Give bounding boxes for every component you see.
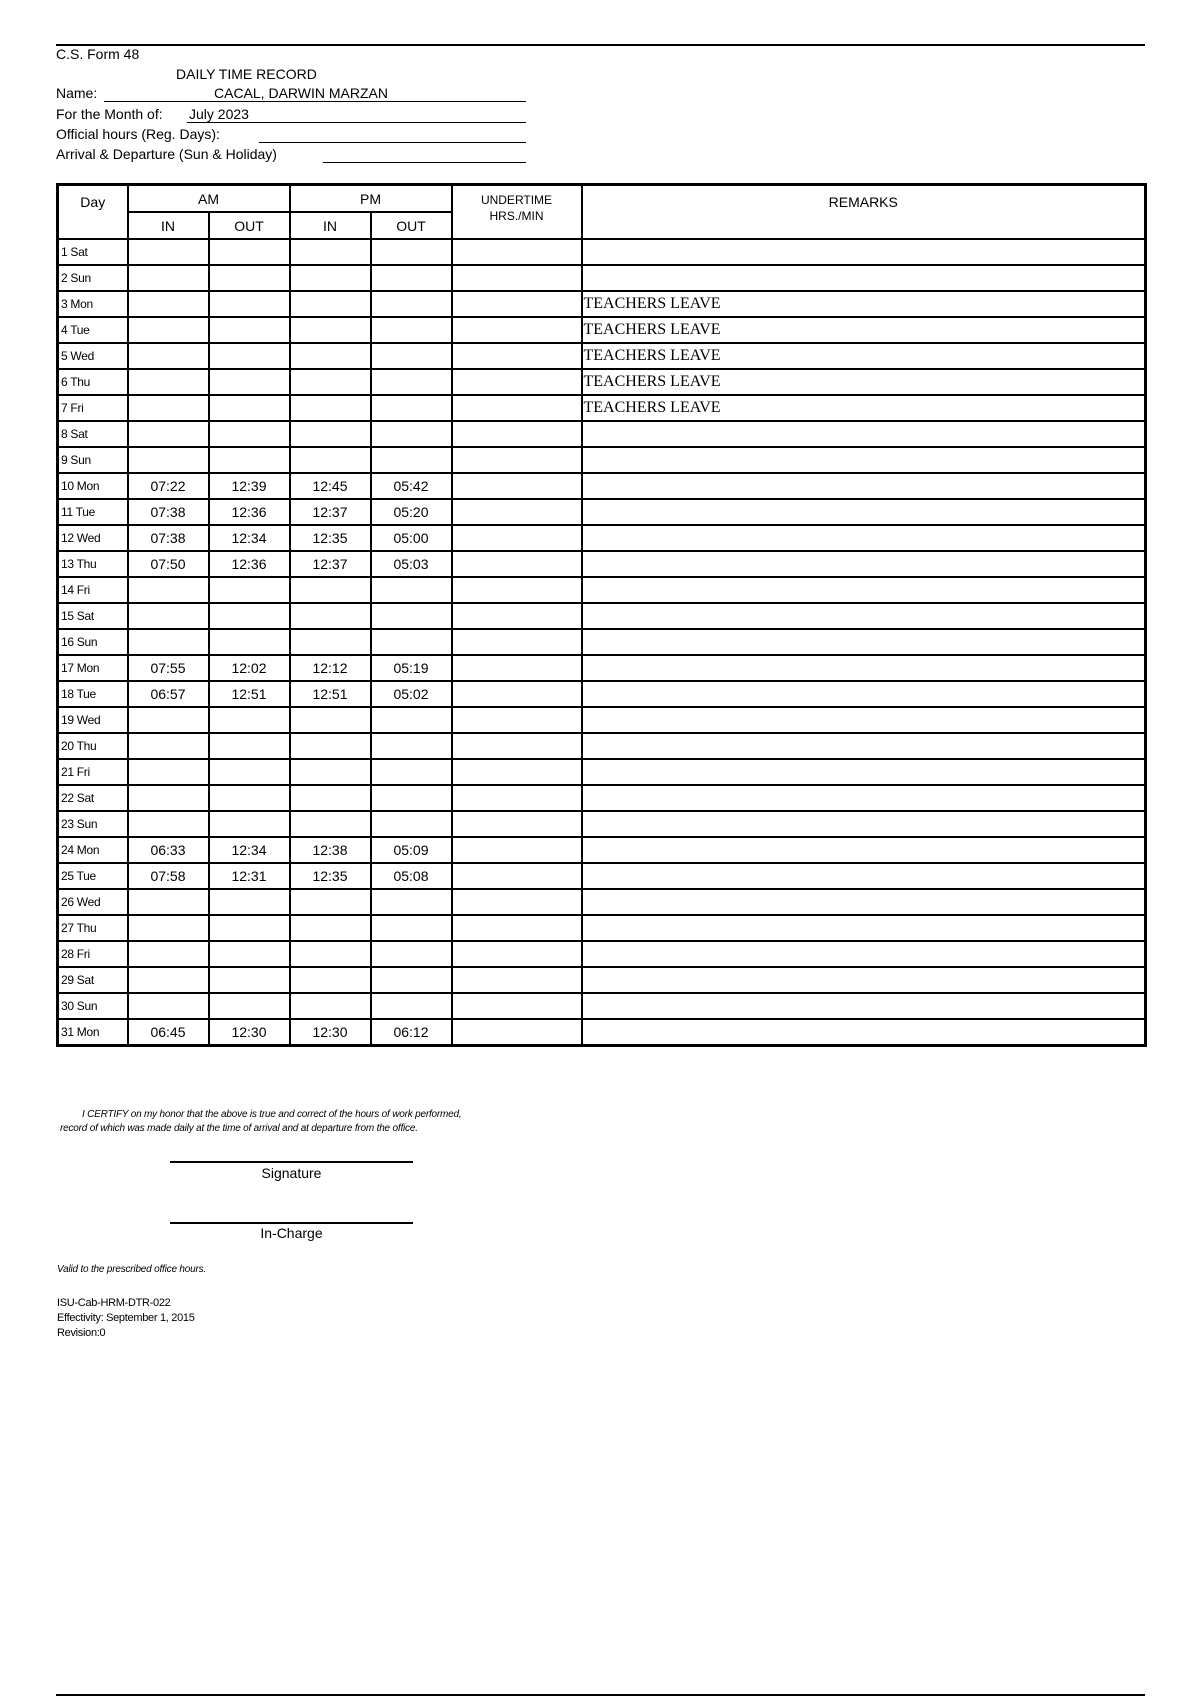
col-header-day: Day	[58, 185, 128, 240]
am-in-cell	[128, 915, 209, 941]
pm-out-cell: 05:02	[371, 681, 452, 707]
am-in-cell	[128, 421, 209, 447]
am-out-cell	[209, 317, 290, 343]
table-row	[58, 915, 1146, 941]
am-out-cell	[209, 343, 290, 369]
remarks-cell	[582, 811, 1146, 837]
am-out-cell	[209, 811, 290, 837]
remarks-cell	[582, 551, 1146, 577]
remarks-cell: TEACHERS LEAVE	[582, 291, 1146, 317]
day-cell: 7 Fri	[58, 395, 128, 421]
am-in-cell: 07:55	[128, 655, 209, 681]
am-in-cell	[128, 629, 209, 655]
undertime-cell	[452, 837, 582, 863]
am-in-cell	[128, 889, 209, 915]
undertime-cell	[452, 941, 582, 967]
day-cell: 17 Mon	[58, 655, 128, 681]
remarks-cell	[582, 421, 1146, 447]
day-cell: 30 Sun	[58, 993, 128, 1019]
certification-statement	[60, 1108, 461, 1136]
undertime-cell	[452, 967, 582, 993]
day-cell: 28 Fri	[58, 941, 128, 967]
pm-in-cell	[290, 421, 371, 447]
pm-out-cell	[371, 291, 452, 317]
table-row	[58, 369, 1146, 395]
day-cell: 8 Sat	[58, 421, 128, 447]
undertime-cell	[452, 395, 582, 421]
pm-in-cell	[290, 733, 371, 759]
remarks-cell	[582, 447, 1146, 473]
am-in-cell: 06:45	[128, 1019, 209, 1046]
pm-in-cell	[290, 577, 371, 603]
undertime-cell	[452, 239, 582, 265]
day-cell: 11 Tue	[58, 499, 128, 525]
undertime-cell	[452, 863, 582, 889]
remarks-cell: TEACHERS LEAVE	[582, 317, 1146, 343]
pm-in-cell	[290, 265, 371, 291]
undertime-cell	[452, 343, 582, 369]
remarks-cell	[582, 525, 1146, 551]
bottom-rule	[56, 1694, 1145, 1696]
am-out-cell	[209, 577, 290, 603]
pm-in-cell	[290, 369, 371, 395]
pm-in-cell	[290, 317, 371, 343]
am-in-cell	[128, 343, 209, 369]
am-in-cell	[128, 993, 209, 1019]
am-out-cell	[209, 759, 290, 785]
pm-in-cell	[290, 707, 371, 733]
col-header-remarks: REMARKS	[582, 185, 1146, 240]
undertime-cell	[452, 915, 582, 941]
am-in-cell: 07:22	[128, 473, 209, 499]
in-charge-line	[170, 1222, 413, 1224]
day-cell: 15 Sat	[58, 603, 128, 629]
day-cell: 3 Mon	[58, 291, 128, 317]
col-header-am: AM	[128, 185, 290, 213]
day-cell: 14 Fri	[58, 577, 128, 603]
table-row	[58, 759, 1146, 785]
month-underline	[187, 122, 526, 123]
remarks-cell	[582, 993, 1146, 1019]
remarks-cell	[582, 655, 1146, 681]
undertime-cell	[452, 889, 582, 915]
remarks-cell	[582, 759, 1146, 785]
pm-out-cell	[371, 889, 452, 915]
remarks-cell	[582, 707, 1146, 733]
pm-out-cell	[371, 629, 452, 655]
pm-in-cell	[290, 603, 371, 629]
undertime-cell	[452, 785, 582, 811]
document-code: ISU-Cab-HRM-DTR-022	[57, 1297, 171, 1309]
remarks-cell	[582, 629, 1146, 655]
undertime-cell	[452, 733, 582, 759]
day-cell: 23 Sun	[58, 811, 128, 837]
day-cell: 9 Sun	[58, 447, 128, 473]
day-cell: 27 Thu	[58, 915, 128, 941]
am-out-cell: 12:30	[209, 1019, 290, 1046]
am-out-cell	[209, 395, 290, 421]
day-cell: 10 Mon	[58, 473, 128, 499]
pm-out-cell	[371, 993, 452, 1019]
month-label: For the Month of:	[56, 106, 163, 122]
am-out-cell: 12:51	[209, 681, 290, 707]
pm-in-cell	[290, 239, 371, 265]
am-in-cell	[128, 577, 209, 603]
undertime-cell	[452, 681, 582, 707]
pm-in-cell	[290, 629, 371, 655]
pm-out-cell	[371, 317, 452, 343]
undertime-cell	[452, 629, 582, 655]
am-in-cell	[128, 447, 209, 473]
pm-out-cell	[371, 239, 452, 265]
am-in-cell: 06:57	[128, 681, 209, 707]
table-row	[58, 681, 1146, 707]
remarks-cell	[582, 499, 1146, 525]
undertime-cell	[452, 499, 582, 525]
certification-line1: I CERTIFY on my honor that the above is true and correct of the hours of work performed,	[82, 1109, 462, 1120]
remarks-cell	[582, 681, 1146, 707]
document-title: DAILY TIME RECORD	[176, 66, 317, 82]
name-underline	[104, 101, 526, 102]
daily-time-record-table	[56, 183, 1147, 1047]
remarks-cell	[582, 473, 1146, 499]
am-out-cell: 12:02	[209, 655, 290, 681]
pm-out-cell	[371, 447, 452, 473]
pm-out-cell: 05:00	[371, 525, 452, 551]
pm-in-cell	[290, 889, 371, 915]
pm-out-cell	[371, 343, 452, 369]
am-in-cell	[128, 317, 209, 343]
table-row	[58, 525, 1146, 551]
am-out-cell	[209, 941, 290, 967]
day-cell: 25 Tue	[58, 863, 128, 889]
day-cell: 13 Thu	[58, 551, 128, 577]
pm-in-cell	[290, 291, 371, 317]
am-out-cell	[209, 707, 290, 733]
remarks-cell	[582, 889, 1146, 915]
table-row	[58, 733, 1146, 759]
undertime-cell	[452, 291, 582, 317]
am-out-cell: 12:36	[209, 551, 290, 577]
undertime-cell	[452, 603, 582, 629]
day-cell: 4 Tue	[58, 317, 128, 343]
pm-out-cell	[371, 733, 452, 759]
pm-out-cell	[371, 265, 452, 291]
pm-out-cell	[371, 785, 452, 811]
remarks-cell: TEACHERS LEAVE	[582, 395, 1146, 421]
table-row	[58, 811, 1146, 837]
table-row	[58, 967, 1146, 993]
undertime-cell	[452, 655, 582, 681]
am-out-cell	[209, 785, 290, 811]
pm-in-cell: 12:35	[290, 863, 371, 889]
am-out-cell	[209, 265, 290, 291]
remarks-cell	[582, 603, 1146, 629]
am-out-cell	[209, 915, 290, 941]
name-label: Name:	[56, 85, 98, 101]
am-out-cell	[209, 239, 290, 265]
pm-in-cell	[290, 915, 371, 941]
am-in-cell: 07:38	[128, 525, 209, 551]
am-in-cell	[128, 239, 209, 265]
undertime-cell	[452, 1019, 582, 1046]
remarks-cell	[582, 837, 1146, 863]
table-row	[58, 993, 1146, 1019]
col-header-am-in: IN	[128, 212, 209, 239]
remarks-cell	[582, 733, 1146, 759]
table-row	[58, 447, 1146, 473]
am-in-cell: 06:33	[128, 837, 209, 863]
pm-out-cell: 05:19	[371, 655, 452, 681]
pm-in-cell: 12:51	[290, 681, 371, 707]
day-cell: 6 Thu	[58, 369, 128, 395]
table-row	[58, 785, 1146, 811]
table-row	[58, 395, 1146, 421]
undertime-cell	[452, 577, 582, 603]
undertime-cell	[452, 317, 582, 343]
pm-in-cell	[290, 811, 371, 837]
col-header-pm-in: IN	[290, 212, 371, 239]
day-cell: 22 Sat	[58, 785, 128, 811]
arrival-departure-underline	[323, 162, 526, 163]
table-body	[58, 239, 1146, 1046]
pm-out-cell: 05:20	[371, 499, 452, 525]
am-out-cell	[209, 603, 290, 629]
am-in-cell	[128, 707, 209, 733]
pm-in-cell	[290, 759, 371, 785]
am-out-cell	[209, 421, 290, 447]
table-row	[58, 473, 1146, 499]
am-in-cell	[128, 811, 209, 837]
day-cell: 20 Thu	[58, 733, 128, 759]
remarks-cell	[582, 785, 1146, 811]
am-out-cell	[209, 733, 290, 759]
pm-in-cell	[290, 785, 371, 811]
pm-out-cell: 06:12	[371, 1019, 452, 1046]
table-row	[58, 603, 1146, 629]
pm-in-cell: 12:12	[290, 655, 371, 681]
remarks-cell	[582, 915, 1146, 941]
pm-out-cell: 05:08	[371, 863, 452, 889]
table-row	[58, 707, 1146, 733]
day-cell: 24 Mon	[58, 837, 128, 863]
pm-out-cell	[371, 941, 452, 967]
valid-note: Valid to the prescribed office hours.	[57, 1264, 206, 1275]
remarks-cell	[582, 967, 1146, 993]
remarks-cell	[582, 265, 1146, 291]
day-cell: 16 Sun	[58, 629, 128, 655]
remarks-cell: TEACHERS LEAVE	[582, 369, 1146, 395]
pm-out-cell: 05:03	[371, 551, 452, 577]
undertime-cell	[452, 551, 582, 577]
pm-out-cell	[371, 967, 452, 993]
pm-out-cell	[371, 577, 452, 603]
table-row	[58, 499, 1146, 525]
pm-out-cell: 05:42	[371, 473, 452, 499]
am-in-cell	[128, 603, 209, 629]
am-in-cell: 07:38	[128, 499, 209, 525]
undertime-cell	[452, 811, 582, 837]
undertime-cell	[452, 265, 582, 291]
official-hours-underline	[259, 142, 526, 143]
effectivity-date: Effectivity: September 1, 2015	[57, 1312, 195, 1324]
remarks-cell	[582, 863, 1146, 889]
day-cell: 26 Wed	[58, 889, 128, 915]
col-header-pm-out: OUT	[371, 212, 452, 239]
table-row	[58, 291, 1146, 317]
top-rule	[56, 44, 1145, 46]
table-row	[58, 577, 1146, 603]
pm-in-cell	[290, 395, 371, 421]
employee-name: CACAL, DARWIN MARZAN	[214, 85, 388, 101]
undertime-cell	[452, 369, 582, 395]
am-out-cell: 12:31	[209, 863, 290, 889]
table-row	[58, 889, 1146, 915]
col-header-am-out: OUT	[209, 212, 290, 239]
day-cell: 12 Wed	[58, 525, 128, 551]
day-cell: 1 Sat	[58, 239, 128, 265]
am-in-cell	[128, 785, 209, 811]
pm-out-cell	[371, 395, 452, 421]
col-header-undertime	[452, 185, 582, 240]
pm-out-cell	[371, 707, 452, 733]
table-row	[58, 239, 1146, 265]
pm-in-cell: 12:38	[290, 837, 371, 863]
pm-in-cell: 12:45	[290, 473, 371, 499]
pm-in-cell: 12:37	[290, 551, 371, 577]
pm-out-cell	[371, 811, 452, 837]
am-out-cell: 12:34	[209, 837, 290, 863]
pm-in-cell	[290, 993, 371, 1019]
am-out-cell: 12:34	[209, 525, 290, 551]
pm-in-cell	[290, 941, 371, 967]
undertime-cell	[452, 421, 582, 447]
undertime-cell	[452, 525, 582, 551]
revision-number: Revision:0	[57, 1327, 106, 1339]
table-row	[58, 863, 1146, 889]
am-in-cell	[128, 395, 209, 421]
certification-line2: record of which was made daily at the time of arrival and at departure from the office.	[60, 1123, 418, 1134]
am-in-cell	[128, 265, 209, 291]
table-row	[58, 343, 1146, 369]
am-in-cell	[128, 941, 209, 967]
pm-out-cell	[371, 369, 452, 395]
pm-out-cell	[371, 421, 452, 447]
undertime-cell	[452, 707, 582, 733]
remarks-cell: TEACHERS LEAVE	[582, 343, 1146, 369]
pm-in-cell	[290, 343, 371, 369]
pm-in-cell	[290, 967, 371, 993]
pm-in-cell: 12:37	[290, 499, 371, 525]
am-in-cell: 07:58	[128, 863, 209, 889]
table-row	[58, 551, 1146, 577]
undertime-cell	[452, 473, 582, 499]
arrival-departure-label: Arrival & Departure (Sun & Holiday)	[56, 146, 277, 162]
am-out-cell	[209, 369, 290, 395]
document-footer	[57, 1296, 195, 1341]
day-cell: 18 Tue	[58, 681, 128, 707]
undertime-header-line2: HRS./MIN	[489, 209, 544, 223]
am-in-cell: 07:50	[128, 551, 209, 577]
pm-in-cell: 12:30	[290, 1019, 371, 1046]
table-row	[58, 941, 1146, 967]
undertime-cell	[452, 993, 582, 1019]
am-in-cell	[128, 967, 209, 993]
remarks-cell	[582, 577, 1146, 603]
undertime-header-line1: UNDERTIME	[480, 193, 553, 207]
day-cell: 19 Wed	[58, 707, 128, 733]
undertime-cell	[452, 447, 582, 473]
table-row	[58, 837, 1146, 863]
remarks-cell	[582, 1019, 1146, 1046]
undertime-cell	[452, 759, 582, 785]
day-cell: 31 Mon	[58, 1019, 128, 1046]
am-out-cell	[209, 993, 290, 1019]
am-out-cell	[209, 889, 290, 915]
am-in-cell	[128, 759, 209, 785]
table-row	[58, 265, 1146, 291]
pm-in-cell	[290, 447, 371, 473]
day-cell: 21 Fri	[58, 759, 128, 785]
pm-in-cell: 12:35	[290, 525, 371, 551]
am-out-cell	[209, 291, 290, 317]
pm-out-cell	[371, 915, 452, 941]
pm-out-cell: 05:09	[371, 837, 452, 863]
table-row	[58, 629, 1146, 655]
am-in-cell	[128, 291, 209, 317]
remarks-cell	[582, 941, 1146, 967]
signature-label: Signature	[261, 1165, 322, 1181]
am-in-cell	[128, 733, 209, 759]
day-cell: 2 Sun	[58, 265, 128, 291]
official-hours-label: Official hours (Reg. Days):	[56, 126, 220, 142]
remarks-cell	[582, 239, 1146, 265]
table-row	[58, 1019, 1146, 1046]
am-out-cell: 12:36	[209, 499, 290, 525]
am-in-cell	[128, 369, 209, 395]
pm-out-cell	[371, 603, 452, 629]
table-row	[58, 421, 1146, 447]
in-charge-label: In-Charge	[260, 1225, 323, 1241]
month-value: July 2023	[189, 106, 249, 122]
signature-line	[170, 1161, 413, 1163]
table-row	[58, 655, 1146, 681]
pm-out-cell	[371, 759, 452, 785]
form-id: C.S. Form 48	[56, 46, 140, 62]
am-out-cell	[209, 629, 290, 655]
am-out-cell	[209, 447, 290, 473]
day-cell: 5 Wed	[58, 343, 128, 369]
day-cell: 29 Sat	[58, 967, 128, 993]
table-row	[58, 317, 1146, 343]
am-out-cell	[209, 967, 290, 993]
col-header-pm: PM	[290, 185, 452, 213]
am-out-cell: 12:39	[209, 473, 290, 499]
